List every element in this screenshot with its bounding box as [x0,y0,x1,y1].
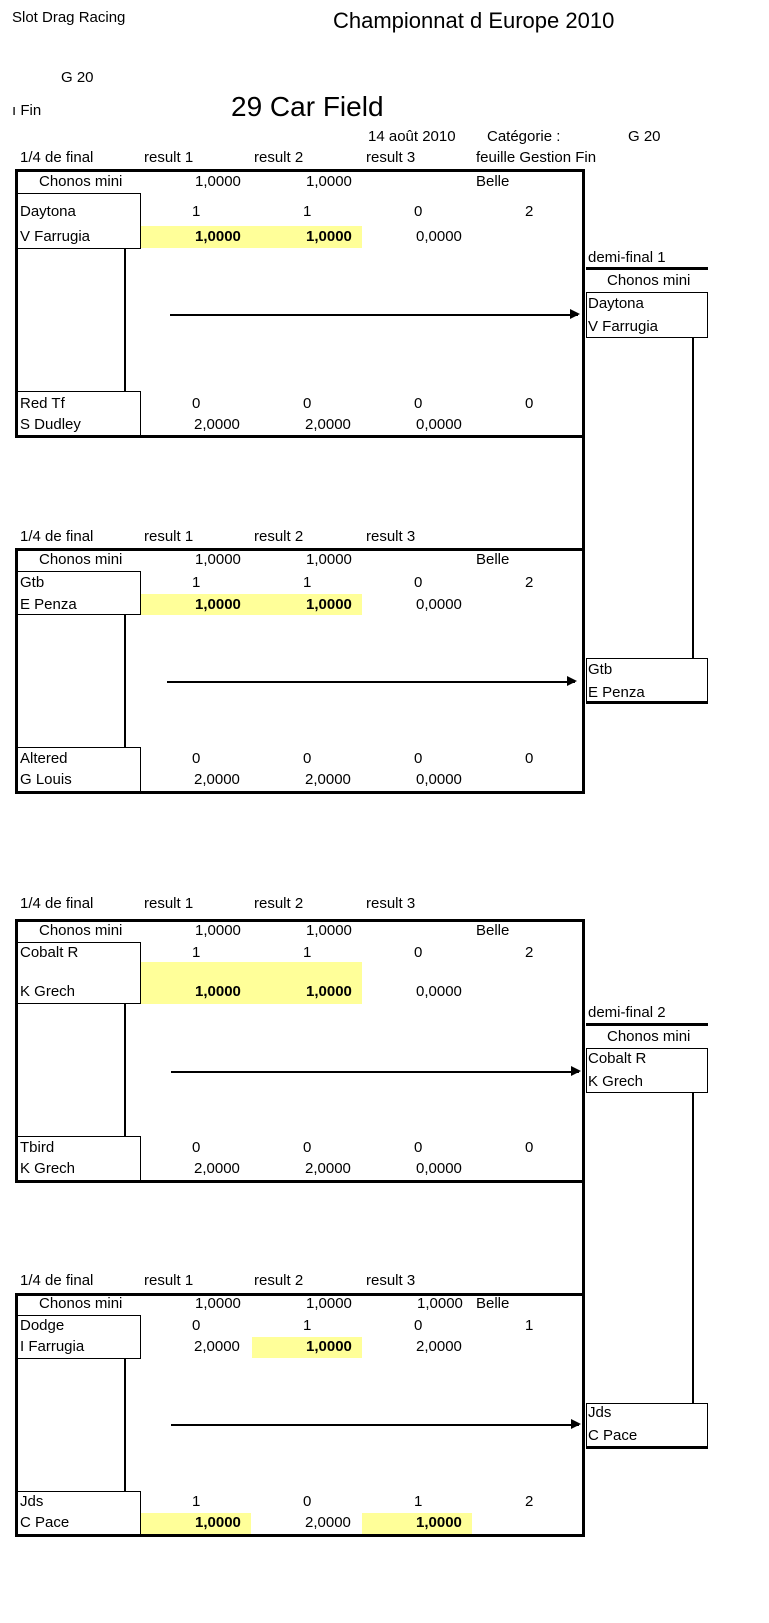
car-name: Jds [588,1404,612,1421]
time-2: 2,0000 [305,1160,351,1177]
time-3: 0,0000 [416,983,462,1000]
win-1: 1 [192,1493,201,1510]
car-name: Cobalt R [588,1050,647,1067]
chrono-1: 1,0000 [195,922,241,939]
time-3: 0,0000 [416,228,462,245]
win-3: 0 [414,203,423,220]
win-2: 1 [303,1317,312,1334]
bracket-line [124,249,126,391]
result2-header: result 2 [254,149,304,166]
result3-header: result 3 [366,528,416,545]
driver-name: G Louis [20,771,72,788]
result1-header: result 1 [144,895,194,912]
time-3: 0,0000 [416,416,462,433]
belle-label: Belle [476,551,510,568]
win-1: 1 [192,944,201,961]
fin-label: ı Fin [12,102,42,119]
categorie-value: G 20 [628,128,661,145]
time-3: 0,0000 [416,1160,462,1177]
win-3: 0 [414,1139,423,1156]
bracket-line [124,1359,126,1491]
quarter-label: 1/4 de final [20,149,94,166]
sheet-name: feuille Gestion Fin [476,149,597,166]
time-2: 2,0000 [305,1514,351,1531]
time-2: 1,0000 [306,596,352,613]
win-1: 1 [192,574,201,591]
win-1: 1 [192,203,201,220]
chrono-1: 1,0000 [195,173,241,190]
brand-text: Slot Drag Racing [12,9,126,26]
time-1: 2,0000 [194,416,240,433]
semi-final-rule [586,1023,708,1026]
chronos-label: Chonos mini [39,551,123,568]
time-2: 2,0000 [305,771,351,788]
win-2: 0 [303,395,312,412]
win-total: 0 [525,750,534,767]
win-total: 2 [525,203,534,220]
car-name: Gtb [20,574,45,591]
time-1: 2,0000 [194,1160,240,1177]
chrono-2: 1,0000 [306,551,352,568]
driver-name: K Grech [20,983,76,1000]
win-total: 0 [525,1139,534,1156]
time-1: 1,0000 [195,596,241,613]
result1-header: result 1 [144,1272,194,1289]
win-2: 0 [303,1139,312,1156]
result3-header: result 3 [366,895,416,912]
car-name: Daytona [588,295,644,312]
win-3: 0 [414,574,423,591]
car-name: Cobalt R [20,944,79,961]
result2-header: result 2 [254,895,304,912]
chronos-label: Chonos mini [607,1028,691,1045]
driver-name: C Pace [588,1427,638,1444]
bracket-line [692,338,694,658]
win-3: 0 [414,395,423,412]
field-title: 29 Car Field [231,91,384,122]
car-name: Gtb [588,661,613,678]
car-name: Tbird [20,1139,55,1156]
car-name: Dodge [20,1317,65,1334]
class-code: G 20 [61,69,94,86]
chrono-3: 1,0000 [417,1295,463,1312]
driver-name: C Pace [20,1514,70,1531]
bracket-line [124,615,126,747]
win-2: 1 [303,574,312,591]
win-2: 0 [303,750,312,767]
time-2: 2,0000 [305,416,351,433]
win-2: 1 [303,203,312,220]
car-name: Jds [20,1493,44,1510]
win-1: 0 [192,1317,201,1334]
chrono-1: 1,0000 [195,1295,241,1312]
win-total: 2 [525,574,534,591]
time-1: 1,0000 [195,983,241,1000]
win-1: 0 [192,1139,201,1156]
categorie-label: Catégorie : [487,128,561,145]
win-1: 0 [192,750,201,767]
time-1: 2,0000 [194,1338,240,1355]
chronos-label: Chonos mini [607,272,691,289]
time-1: 2,0000 [194,771,240,788]
semi-final-label: demi-final 2 [588,1004,666,1021]
time-2: 1,0000 [306,228,352,245]
belle-label: Belle [476,922,510,939]
result2-header: result 2 [254,1272,304,1289]
bracket-line [124,1004,126,1136]
driver-name: E Penza [588,684,645,701]
driver-name: E Penza [20,596,77,613]
time-2: 1,0000 [306,983,352,1000]
driver-name: I Farrugia [20,1338,85,1355]
win-total: 1 [525,1317,534,1334]
bracket-line [692,1093,694,1403]
time-3: 2,0000 [416,1338,462,1355]
win-2: 0 [303,1493,312,1510]
quarter-label: 1/4 de final [20,1272,94,1289]
win-total: 2 [525,944,534,961]
advance-arrow [171,1424,579,1426]
advance-arrow [171,1071,579,1073]
time-3: 0,0000 [416,596,462,613]
bracket-connector [582,1181,585,1295]
bracket-connector [582,436,585,550]
driver-name: S Dudley [20,416,81,433]
win-2: 1 [303,944,312,961]
win-3: 1 [414,1493,423,1510]
time-1: 1,0000 [195,1514,241,1531]
win-3: 0 [414,944,423,961]
result3-header: result 3 [366,1272,416,1289]
time-3: 1,0000 [416,1514,462,1531]
advance-arrow [167,681,575,683]
result1-header: result 1 [144,149,194,166]
time-1: 1,0000 [195,228,241,245]
chronos-label: Chonos mini [39,173,123,190]
result3-header: result 3 [366,149,416,166]
belle-label: Belle [476,173,510,190]
chronos-label: Chonos mini [39,1295,123,1312]
win-total: 0 [525,395,534,412]
win-3: 0 [414,1317,423,1334]
page-title: Championnat d Europe 2010 [333,8,615,33]
semi-final-label: demi-final 1 [588,249,666,266]
chrono-2: 1,0000 [306,1295,352,1312]
driver-name: K Grech [588,1073,644,1090]
belle-label: Belle [476,1295,510,1312]
chrono-2: 1,0000 [306,922,352,939]
time-2: 1,0000 [306,1338,352,1355]
driver-name: V Farrugia [588,318,659,335]
chronos-label: Chonos mini [39,922,123,939]
semi-final-rule [586,267,708,270]
win-1: 0 [192,395,201,412]
event-date: 14 août 2010 [368,128,456,145]
driver-name: V Farrugia [20,228,91,245]
result1-header: result 1 [144,528,194,545]
car-name: Altered [20,750,68,767]
car-name: Red Tf [20,395,65,412]
quarter-label: 1/4 de final [20,528,94,545]
chrono-2: 1,0000 [306,173,352,190]
car-name: Daytona [20,203,76,220]
time-3: 0,0000 [416,771,462,788]
win-3: 0 [414,750,423,767]
driver-name: K Grech [20,1160,76,1177]
chrono-1: 1,0000 [195,551,241,568]
result2-header: result 2 [254,528,304,545]
win-total: 2 [525,1493,534,1510]
advance-arrow [170,314,578,316]
quarter-label: 1/4 de final [20,895,94,912]
